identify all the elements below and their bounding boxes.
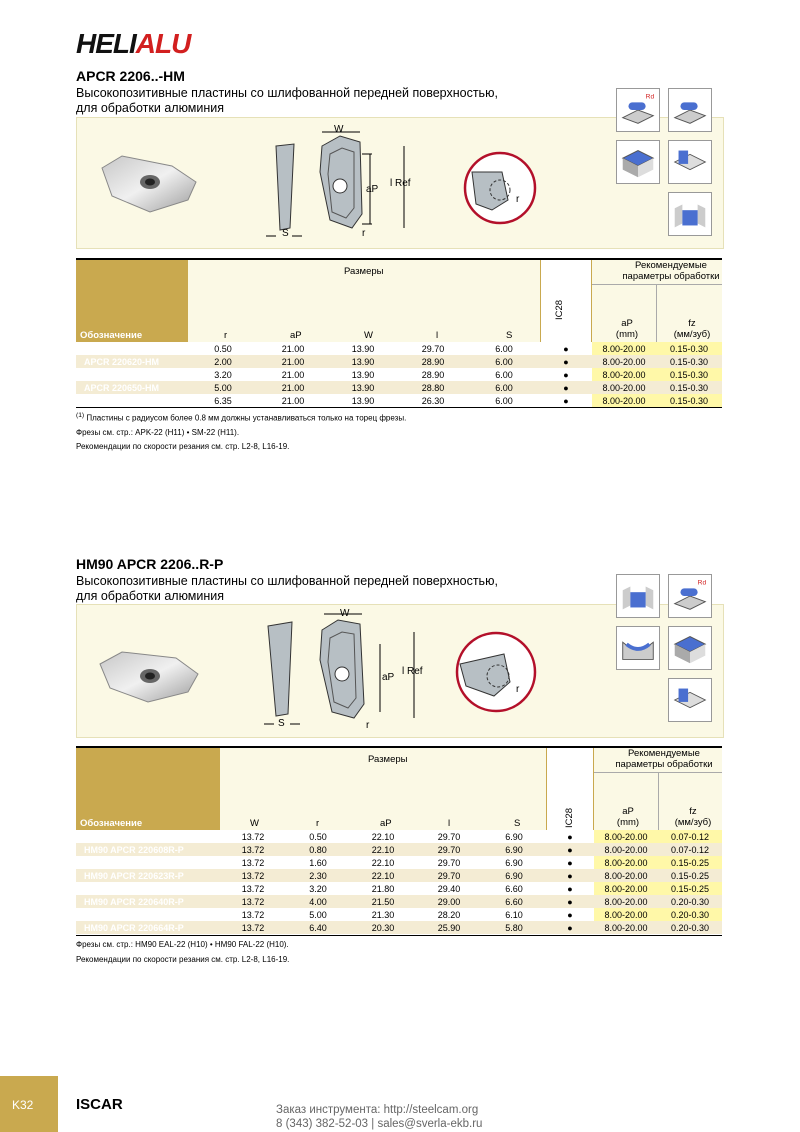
label-ap-2: aP: [382, 672, 395, 683]
table1-col-s: S: [506, 330, 513, 341]
section2-note-speeds: Рекомендации по скорости резания см. стр. L2-8, L16-19.: [76, 955, 290, 964]
cell-l: 29.70: [398, 342, 468, 355]
cell-s: 6.90: [482, 843, 546, 856]
table2-col-ap-rec-unit: (mm): [616, 817, 640, 828]
svg-text:Rd: Rd: [697, 579, 707, 587]
cell-s: 6.90: [482, 856, 546, 869]
logo-part2: ALU: [135, 28, 191, 59]
cell-ap_rec: 8.00-20.00: [592, 355, 656, 368]
cell-ap: 21.00: [258, 342, 328, 355]
table-row: [76, 394, 722, 407]
cell-ap_rec: 8.00-20.00: [594, 921, 658, 934]
cell-grade: ●: [546, 895, 594, 908]
section1-note-cutters: Фрезы см. стр.: APK-22 (H11) • SM-22 (H11).: [76, 428, 240, 437]
cell-ap: 21.00: [258, 355, 328, 368]
slotting-icon: [668, 88, 712, 132]
cell-grade: ●: [540, 342, 592, 355]
section1-subtitle: [76, 86, 498, 116]
cell-r: 2.30: [286, 869, 350, 882]
table2-col-s: S: [514, 818, 521, 829]
insert-side-view: [262, 132, 306, 244]
cell-grade: ●: [546, 869, 594, 882]
cell-name: HM90 APCR 220664R-P: [76, 921, 220, 934]
table1-rec-line1: Рекомендуемые: [635, 260, 707, 271]
cell-w: 13.90: [328, 368, 398, 381]
table-row: [76, 908, 722, 921]
cell-fz: 0.15-0.30: [656, 342, 722, 355]
cell-w: 13.72: [220, 908, 286, 921]
cell-name: HM90 APCR 220632R-P: [76, 882, 220, 895]
section2-note-cutters: Фрезы см. стр.: HM90 EAL-22 (H10) • HM90 FAL-22 (H10).: [76, 940, 289, 949]
cell-s: 6.60: [482, 895, 546, 908]
ramping-icon: [616, 88, 660, 132]
cell-r: 4.00: [286, 895, 350, 908]
corner-radius-detail-2: [454, 630, 538, 714]
cell-grade: ●: [540, 368, 592, 381]
cell-fz: 0.15-0.30: [656, 381, 722, 394]
table2-col-ap-rec: [602, 806, 654, 828]
section2-subtitle-line2: для обработки алюминия: [76, 589, 225, 603]
cell-fz: 0.15-0.25: [658, 856, 722, 869]
cell-grade: ●: [546, 882, 594, 895]
table1-bottom-rule: [76, 407, 722, 408]
cell-l: 25.90: [416, 921, 482, 934]
cell-fz: 0.15-0.25: [658, 869, 722, 882]
section1-subtitle-line1: Высокопозитивные пластины со шлифованной передней поверхностью,: [76, 86, 498, 100]
section1-note-speeds: Рекомендации по скорости резания см. стр. L2-8, L16-19.: [76, 442, 290, 451]
cell-ap_rec: 8.00-20.00: [592, 342, 656, 355]
label-w-2: W: [340, 608, 350, 619]
cell-name: APCR 220605-HM: [76, 342, 188, 355]
cell-fz: 0.20-0.30: [658, 908, 722, 921]
table1: [76, 342, 722, 407]
cell-l: 29.70: [416, 830, 482, 843]
cell-name: APCR 220620-HM: [76, 355, 188, 368]
cell-grade: ●: [546, 843, 594, 856]
insert-side-view-2: [262, 618, 306, 734]
label-s: S: [282, 228, 289, 239]
face-milling-icon-2: [668, 626, 712, 670]
cell-ap_rec: 8.00-20.00: [594, 895, 658, 908]
cell-ap: 21.00: [258, 394, 328, 407]
cell-w: 13.72: [220, 843, 286, 856]
table-row: [76, 342, 722, 355]
profiling-icon: [616, 626, 660, 670]
table-row: [76, 368, 722, 381]
table2-col-designation: Обозначение: [80, 818, 143, 829]
cell-fz: 0.15-0.30: [656, 394, 722, 407]
table-row: [76, 882, 722, 895]
cell-w: 13.90: [328, 355, 398, 368]
table2-rec-line1: Рекомендуемые: [628, 748, 700, 759]
cell-w: 13.90: [328, 381, 398, 394]
cell-w: 13.72: [220, 830, 286, 843]
cell-l: 29.00: [416, 895, 482, 908]
cell-name: HM90 APCR 220616R-P: [76, 856, 220, 869]
footnote-text: Пластины с радиусом более 0.8 мм должны устанавливаться только на торец фрезы.: [86, 413, 407, 423]
table1-rec-divider: [592, 284, 722, 285]
corner-radius-detail: [462, 150, 538, 226]
table2-bottom-rule: [76, 935, 722, 936]
table2-col-fz-unit: (мм/зуб): [674, 817, 712, 828]
cell-name: APCR 220632-HM: [76, 368, 188, 381]
table1-col-ap: aP: [290, 330, 302, 341]
cell-grade: ●: [540, 394, 592, 407]
slot-milling-icon: [668, 192, 712, 236]
cell-r: 1.60: [286, 856, 350, 869]
table2-col-r: r: [316, 818, 320, 829]
label-w: W: [334, 124, 344, 135]
cell-ap: 22.10: [350, 856, 416, 869]
cell-ap: 21.00: [258, 368, 328, 381]
cell-grade: ●: [546, 921, 594, 934]
cell-r: 0.50: [286, 830, 350, 843]
cell-ap: 21.80: [350, 882, 416, 895]
cell-r: 6.40: [286, 921, 350, 934]
cell-ap_rec: 8.00-20.00: [594, 882, 658, 895]
ramping-icon-2: [668, 574, 712, 618]
cell-s: 6.00: [468, 355, 540, 368]
cell-ap: 22.10: [350, 869, 416, 882]
helialu-logo: [76, 28, 190, 60]
table2-col-fz: [666, 806, 720, 828]
table2-col-w: W: [250, 818, 259, 829]
cell-ap_rec: 8.00-20.00: [592, 368, 656, 381]
label-r-2: r: [366, 720, 370, 731]
cell-l: 29.70: [416, 869, 482, 882]
table1-col-w: W: [364, 330, 373, 341]
cell-ap: 21.30: [350, 908, 416, 921]
cell-w: 13.72: [220, 895, 286, 908]
table-row: [76, 830, 722, 843]
cell-s: 6.00: [468, 394, 540, 407]
cell-fz: 0.20-0.30: [658, 895, 722, 908]
insert-photo: [92, 130, 202, 220]
cell-s: 6.00: [468, 381, 540, 394]
cell-name: HM90 APCR 220640R-P: [76, 895, 220, 908]
cell-ap: 21.50: [350, 895, 416, 908]
table2-group-dimensions: Размеры: [368, 754, 408, 765]
table1-col-designation: Обозначение: [80, 330, 143, 341]
cell-l: 28.20: [416, 908, 482, 921]
cell-ap_rec: 8.00-20.00: [592, 394, 656, 407]
cell-grade: ●: [546, 856, 594, 869]
table-row: [76, 355, 722, 368]
insert-photo-2: [92, 618, 202, 708]
cell-r: 5.00: [286, 908, 350, 921]
section1-title: APCR 2206..-HM: [76, 68, 185, 84]
cell-name: HM90 APCR 220650R-P: [76, 908, 220, 921]
table2-rec-vdivider: [658, 772, 659, 832]
cell-ap_rec: 8.00-20.00: [594, 908, 658, 921]
cell-grade: ●: [546, 908, 594, 921]
cell-fz: 0.07-0.12: [658, 830, 722, 843]
svg-text:Rd: Rd: [645, 93, 655, 101]
table1-col-grade: IC28: [554, 299, 565, 320]
label-s-2: S: [278, 718, 285, 729]
cell-s: 6.00: [468, 368, 540, 381]
cell-ap: 22.10: [350, 843, 416, 856]
cell-w: 13.90: [328, 394, 398, 407]
contact-line[interactable]: 8 (343) 382-52-03 | sales@sverla-ekb.ru: [276, 1118, 483, 1130]
table1-col-fz-label: fz: [688, 318, 696, 329]
cell-ap_rec: 8.00-20.00: [594, 830, 658, 843]
table-row: [76, 895, 722, 908]
table1-col-ap-rec-unit: (mm): [615, 329, 639, 340]
table2-col-l: l: [448, 818, 451, 829]
cell-fz: 0.15-0.30: [656, 355, 722, 368]
cell-l: 28.90: [398, 355, 468, 368]
table1-rec-line2: параметры обработки: [622, 271, 720, 282]
cell-ap: 21.00: [258, 381, 328, 394]
table1-col-l: l: [436, 330, 439, 341]
cell-fz: 0.15-0.25: [658, 882, 722, 895]
table2-header: [76, 746, 722, 832]
table2-rec-line2: параметры обработки: [615, 759, 713, 770]
table1-group-dimensions: Размеры: [344, 266, 384, 277]
cell-l: 29.70: [416, 856, 482, 869]
cell-name: HM90 APCR 220623R-P: [76, 869, 220, 882]
cell-grade: ●: [540, 381, 592, 394]
slot-milling-icon-2: [616, 574, 660, 618]
cell-name: HM90 APCR 220608R-P: [76, 843, 220, 856]
cell-fz: 0.15-0.30: [656, 368, 722, 381]
label-r-detail-2: r: [516, 684, 520, 695]
section2-title: HM90 APCR 2206..R-P: [76, 556, 224, 572]
table1-header: [76, 258, 722, 344]
logo-part1: HELI: [76, 28, 136, 59]
label-ap: aP: [366, 184, 379, 195]
cell-w: 13.72: [220, 856, 286, 869]
table1-col-fz: [666, 318, 718, 340]
table2-col-fz-label: fz: [689, 806, 697, 817]
cell-s: 6.10: [482, 908, 546, 921]
cell-name: HM90 APCR 220605R-P: [76, 830, 220, 843]
label-lref: l Ref: [390, 178, 411, 189]
cell-name: APCR 220650-HM: [76, 381, 188, 394]
cell-l: 29.70: [416, 843, 482, 856]
brand-name: ISCAR: [76, 1096, 123, 1113]
table-row: [76, 869, 722, 882]
face-milling-icon: [616, 140, 660, 184]
shoulder-milling-icon-2: [668, 678, 712, 722]
cell-r: 3.20: [286, 882, 350, 895]
section2-subtitle-line1: Высокопозитивные пластины со шлифованной передней поверхностью,: [76, 574, 498, 588]
cell-w: 13.72: [220, 869, 286, 882]
label-r-detail: r: [516, 194, 520, 205]
table2-group-recommended: [606, 748, 722, 770]
cell-w: 13.72: [220, 882, 286, 895]
insert-top-view: [312, 124, 422, 248]
cell-l: 29.40: [416, 882, 482, 895]
cell-grade: ●: [546, 830, 594, 843]
table2-col-ap-rec-label: aP: [622, 806, 634, 817]
cell-r: 6.35: [188, 394, 258, 407]
cell-ap_rec: 8.00-20.00: [592, 381, 656, 394]
cell-ap: 22.10: [350, 830, 416, 843]
table1-col-fz-unit: (мм/зуб): [673, 329, 711, 340]
cell-r: 3.20: [188, 368, 258, 381]
insert-top-view-2: [314, 608, 434, 736]
page-number: K32: [12, 1098, 34, 1112]
cell-w: 13.90: [328, 342, 398, 355]
cell-r: 5.00: [188, 381, 258, 394]
label-r: r: [362, 228, 366, 239]
cell-fz: 0.07-0.12: [658, 843, 722, 856]
cell-w: 13.72: [220, 921, 286, 934]
table-row: [76, 843, 722, 856]
section1-subtitle-line2: для обработки алюминия: [76, 101, 225, 115]
cell-s: 6.00: [468, 342, 540, 355]
cell-s: 6.60: [482, 882, 546, 895]
cell-l: 28.90: [398, 368, 468, 381]
label-lref-2: l Ref: [402, 666, 423, 677]
section2-subtitle: [76, 574, 498, 604]
table1-col-r: r: [224, 330, 228, 341]
cell-ap_rec: 8.00-20.00: [594, 856, 658, 869]
table-row: [76, 856, 722, 869]
table1-header-grade-bg: [540, 260, 592, 344]
table1-col-ap-rec: [602, 318, 652, 340]
table1-col-ap-rec-label: aP: [621, 318, 633, 329]
cell-s: 6.90: [482, 869, 546, 882]
table1-group-recommended: [616, 260, 726, 282]
cell-r: 2.00: [188, 355, 258, 368]
table2-col-grade: IC28: [564, 807, 575, 828]
cell-l: 26.30: [398, 394, 468, 407]
cell-r: 0.50: [188, 342, 258, 355]
cell-ap_rec: 8.00-20.00: [594, 869, 658, 882]
table2-col-ap: aP: [380, 818, 392, 829]
table1-rec-vdivider: [656, 284, 657, 344]
shoulder-milling-icon: [668, 140, 712, 184]
cell-s: 6.90: [482, 830, 546, 843]
cell-r: 0.80: [286, 843, 350, 856]
table-row: [76, 381, 722, 394]
footnote-mark: (1): [76, 412, 85, 419]
cell-fz: 0.20-0.30: [658, 921, 722, 934]
table-row: [76, 921, 722, 934]
cell-s: 5.80: [482, 921, 546, 934]
cell-l: 28.80: [398, 381, 468, 394]
cell-ap_rec: 8.00-20.00: [594, 843, 658, 856]
cell-grade: ●: [540, 355, 592, 368]
section1-footnote: [76, 412, 406, 423]
cell-ap: 20.30: [350, 921, 416, 934]
cell-name: APCR 220664-HM: [76, 394, 188, 407]
order-line[interactable]: Заказ инструмента: http://steelcam.org: [276, 1104, 479, 1116]
table2: [76, 830, 722, 934]
